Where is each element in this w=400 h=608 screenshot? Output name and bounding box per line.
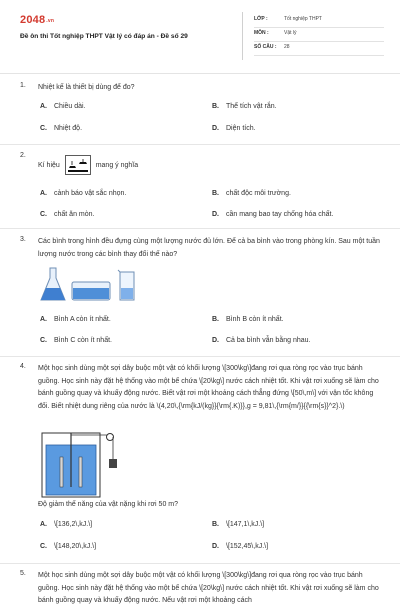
meta-row-subject (254, 28, 384, 42)
question-number: 3. (20, 236, 26, 243)
question-subtext: Độ giảm thế năng của vật nặng khi rơi 50 m? (38, 501, 179, 508)
corrosive-hazard-icon (65, 155, 91, 175)
meta-key: MÔN : (254, 30, 269, 36)
meta-value: 28 (284, 44, 290, 50)
question-text: Một học sinh dùng một sợi dây buộc một vật có khối lượng \[300\kg\]đang rơi qua ròng rọc vào trục bánh guồng. Học sinh này đặt hệ thống vào một bể chứa \[20\kg\] nước cách nhiệt tốt. Khi vật rơi xuống sẽ làm cho bánh guồng quay và khuấy động nước. Biết vật rơi một khoảng cách thẳng đứng \[50\,m\] với vận tốc không đổi. Biết nhiệt dung riêng của nước là \(4,20\,{\rm{kJ/(kg}}{\rm{.K)}},g = 9,81\,{\rm{m/}}{{\rm{s}}^2}.\) (38, 365, 379, 410)
question-separator (0, 356, 400, 357)
question-separator (0, 144, 400, 145)
question-text: Các bình trong hình đều đựng cùng một lượng nước đủ lớn. Để cả ba bình vào trong phòng kín. Sau một tuần lượng nước trong các bình thay đổi thế nào? (38, 238, 380, 258)
option-d[interactable]: D. cần mang bao tay chống hóa chất. (212, 211, 334, 218)
option-b[interactable]: B. Thể tích vật rắn. (212, 103, 277, 110)
header (0, 0, 400, 74)
meta-key: SỐ CÂU : (254, 44, 277, 50)
meta-value: Tốt nghiệp THPT (284, 16, 322, 22)
option-c[interactable]: C. \[148,20\,kJ.\] (40, 543, 97, 550)
meta-value: Vật lý (284, 30, 297, 36)
option-b[interactable]: B. chất độc môi trường. (212, 190, 291, 197)
question-separator (0, 563, 400, 564)
option-b[interactable]: B. \[147,1\,kJ.\] (212, 521, 265, 528)
paddle-wheel-apparatus-figure (40, 429, 124, 499)
meta-row-class (254, 14, 384, 28)
question-5 (20, 570, 382, 604)
option-c[interactable]: C. Bình C còn ít nhất. (40, 337, 112, 344)
page-title: Đề ôn thi Tốt nghiệp THPT Vật lý có đáp án - Đề số 29 (20, 33, 188, 40)
three-containers-figure (40, 266, 160, 304)
meta-key: LỚP : (254, 16, 268, 22)
option-c[interactable]: C. chất ăn mòn. (40, 211, 95, 218)
question-number: 1. (20, 82, 26, 89)
option-d[interactable]: D. Diện tích. (212, 125, 256, 132)
question-text: Kí hiệu mang ý nghĩa (38, 155, 382, 175)
question-number: 2. (20, 152, 26, 159)
question-4 (20, 363, 382, 559)
question-3 (20, 236, 382, 348)
logo-suffix: .vn (46, 18, 55, 24)
option-a[interactable]: A. Chiều dài. (40, 103, 86, 110)
question-text: Nhiệt kế là thiết bị dùng để đo? (38, 84, 135, 91)
question-number: 5. (20, 570, 26, 577)
option-a[interactable]: A. \[136,2\,kJ.\] (40, 521, 93, 528)
question-number: 4. (20, 363, 26, 370)
site-logo[interactable] (20, 14, 54, 26)
logo-text: 2048 (20, 14, 46, 26)
question-2 (20, 152, 382, 224)
option-d[interactable]: D. \[152,45\,kJ.\] (212, 543, 269, 550)
option-d[interactable]: D. Cả ba bình vẫn bằng nhau. (212, 337, 311, 344)
question-text: Một học sinh dùng một sợi dây buộc một vật có khối lượng \[300\kg\]đang rơi qua ròng rọc vào trục bánh guồng. Học sinh này đặt hệ thống vào một bể chứa \[20\kg\] nước cách nhiệt tốt. Khi vật rơi xuống sẽ làm cho bánh guồng quay và khuấy động nước. Nếu vật rơi một khoảng cách (38, 572, 379, 604)
option-b[interactable]: B. Bình B còn ít nhất. (212, 316, 284, 323)
question-separator (0, 228, 400, 229)
option-a[interactable]: A. cảnh báo vật sắc nhọn. (40, 190, 127, 197)
option-a[interactable]: A. Bình A còn ít nhất. (40, 316, 111, 323)
header-rule (0, 73, 400, 74)
question-1 (20, 82, 382, 142)
option-c[interactable]: C. Nhiệt độ. (40, 125, 83, 132)
meta-row-count (254, 42, 384, 56)
header-divider (242, 12, 243, 60)
